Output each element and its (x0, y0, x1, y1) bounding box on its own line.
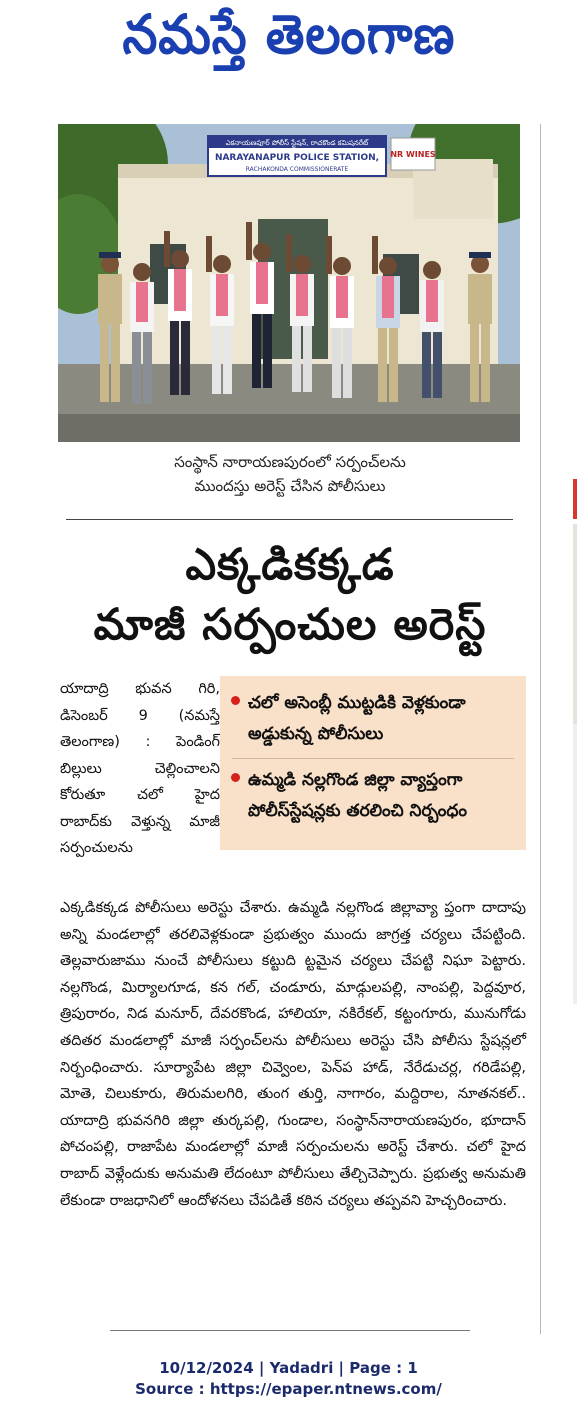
highlights-box (220, 676, 526, 850)
caption-line-2: ముందస్తు అరెస్ట్ చేసిన పోలీసులు (194, 477, 386, 495)
photo-caption (100, 450, 480, 498)
article-dateline-paragraph: యాదాద్రి భువన గిరి, డిసెంబర్ 9 (నమస్తే తెలంగాణ) : పెండింగ్ బిల్లులు చెల్లించాలని కోరుతూ చలో హైద రాబాద్‌కు వెళ్తున్న మాజీ సర్పంచులను (60, 681, 220, 856)
article-end-rule (110, 1330, 470, 1331)
highlight-text: చలో అసెంబ్లీ ముట్టడికి వెళ్లకుండా అడ్డుకున్న పోలీసులు (248, 693, 466, 744)
adjacent-column-edge (540, 124, 577, 1334)
sign-top-text: ఎకనాయణపూర్ పోలీస్ స్టేషన్, రాచకొండ కమిషనరేట్ (225, 139, 369, 147)
bullet-icon (231, 696, 240, 705)
highlight-divider (232, 758, 514, 759)
police-station-photo (58, 124, 520, 442)
wine-sign-text: NR WINES (390, 150, 436, 159)
bullet-icon (231, 773, 240, 782)
headline-line-1: ఎక్కడికక్కడ (185, 540, 395, 590)
article-body: ఎక్కడికక్కడ పోలీసులు అరెస్టు చేశారు. ఉమ్మడి నల్లగొండ జిల్లావ్యా ప్తంగా దాదాపు అన్ని మండలాల్లో తరలివెళ్లకుండా ప్రభుత్వం ముందు జాగ్రత్త చర్యలు చేపట్టింది. తెల్లవారుజాము నుంచే పోలీసులు కట్టుది ట్టమైన చర్యలు చేపట్టి నిఘా పెట్టారు. నల్లగొండ, మిర్యాలగూడ, కన గల్, చండూరు, మాడ్గులపల్లి, నాంపల్లి, పెద్దవూర, త్రిపురారం, నిడ మనూర్, దేవరకొండ, హాలియా, నకిరేకల్, కట్టంగూరు, మునుగోడు తదితర మండలాల్లో మాజీ సర్పంచ్‌లను పోలీసులు అరెస్టు చేసి పోలీసు స్టేషన్లలో నిర్బంధించారు. సూర్యాపేట జిల్లా చివ్వెంల, పెన్‌ప హాడ్, నేరేడుచర్ల, గరిడేపల్లి, మోతె, చిలుకూరు, తిరుమలగిరి, తుంగ తుర్తి, నాగారం, మద్దిరాల, నూతనకల్.. యాదాద్రి భువనగిరి జిల్లా తుర్కపల్లి, గుండాల, సంస్థాన్‌నారాయణపురం, భూదాన్ పోచంపల్లి, రాజాపేట మండలాల్లో మాజీ సర్పంచులను అరెస్ట్ చేశారు. చలో హైద రాబాద్ వెళ్లేందుకు అనుమతి లేదంటూ పోలీసులు తేల్చిచెప్పారు. ప్రభుత్వ అనుమతి లేకుండా రాజధానిలో ఆందోళనలు చేపడితే కఠిన చర్యలు తప్పవని హెచ్చరించారు. (60, 900, 526, 1209)
caption-divider (66, 519, 513, 520)
sign-sub-text: RACHAKONDA COMMISSIONERATE (245, 166, 349, 173)
adjacent-text-edge (573, 724, 577, 1004)
adjacent-image-edge (573, 479, 577, 519)
page-footer (0, 1358, 577, 1400)
masthead (0, 0, 577, 82)
sign-main-text: NARAYANAPUR POLICE STATION, (214, 153, 380, 163)
adjacent-image-edge (573, 524, 577, 724)
highlight-item (228, 765, 518, 827)
news-photo (58, 124, 520, 442)
source-link[interactable]: Source : https://epaper.ntnews.com/ (135, 1380, 442, 1398)
newspaper-logo: నమస్తే తెలంగాణ (122, 2, 455, 66)
edition-info: 10/12/2024 | Yadadri | Page : 1 (159, 1359, 418, 1377)
highlight-item (228, 688, 518, 750)
caption-line-1: సంస్థాన్ నారాయణపురంలో సర్పంచ్‌లను (174, 453, 406, 471)
article-headline (40, 535, 540, 655)
highlight-text: ఉమ్మడి నల్లగొండ జిల్లా వ్యాప్తంగా పోలీస్‌స్టేషన్లకు తరలించి నిర్బంధం (248, 770, 468, 821)
headline-line-2: మాజీ సర్పంచుల అరెస్ట్ (93, 600, 487, 650)
column-divider (540, 124, 541, 1334)
